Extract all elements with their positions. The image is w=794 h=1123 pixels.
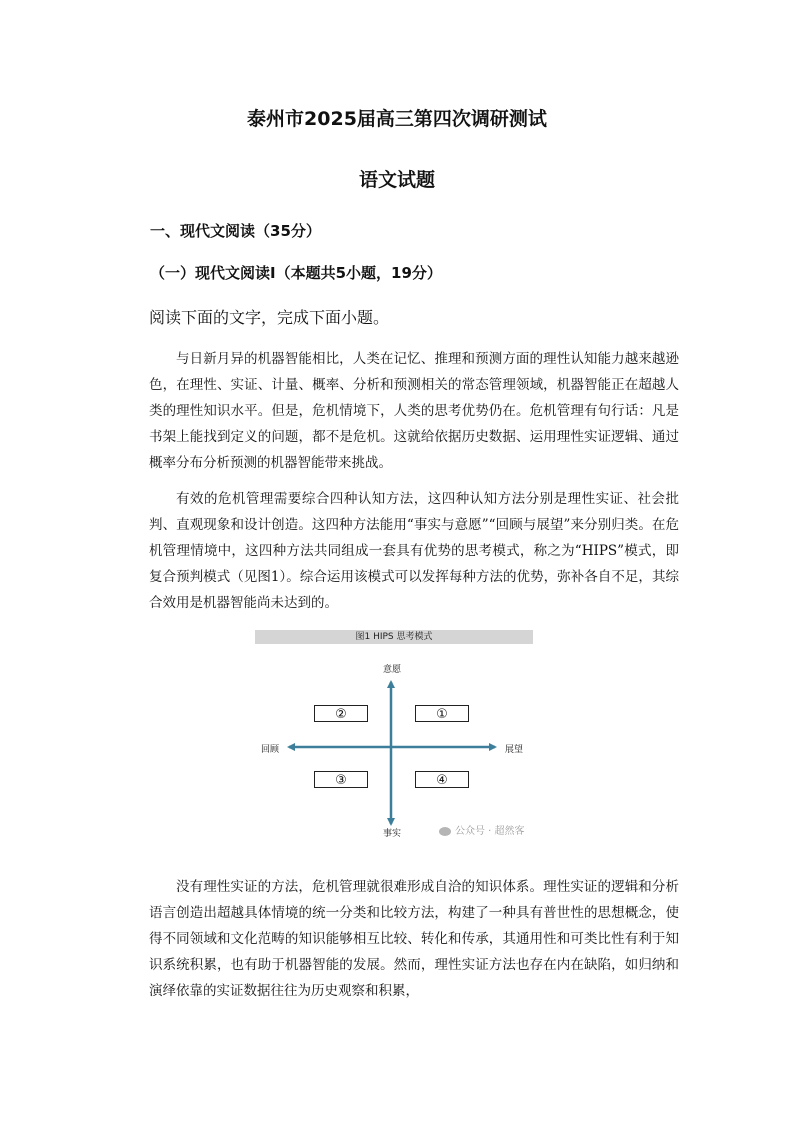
axis-label-right: 展望 bbox=[505, 745, 524, 755]
paragraph-3: 没有理性实证的方法，危机管理就很难形成自洽的知识体系。理性实证的逻辑和分析语言创造出超越具体情境的统一分类和比较方法，构建了一种具有普世性的思想概念，使得不同领域和文化范畴的知识能够相互比较、转化和传承，其通用性和可类比性有利于知识系统积累，也有助于机器智能的发展。然而，理性实证方法也存在内在缺陷，如归纳和演绎依靠的实证数据往往为历史观察和积累， bbox=[149, 879, 679, 999]
axis-label-top: 意愿 bbox=[383, 665, 402, 675]
quadrant-box-2: ② bbox=[314, 705, 368, 722]
quadrant-box-1: ① bbox=[415, 705, 469, 722]
quadrant-box-3: ③ bbox=[314, 771, 368, 788]
quadrant-box-4: ④ bbox=[415, 771, 469, 788]
section-heading: 一、现代文阅读（35分） bbox=[150, 222, 321, 240]
paragraph-2: 有效的危机管理需要综合四种认知方法，这四种认知方法分别是理性实证、社会批判、直观现象和设计创造。这四种方法能用“事实与意愿”“回顾与展望”来分别归类。在危机管理情境中，这四种方法共同组成一套具有优势的思考模式，称之为“HIPS”模式，即复合预判模式（见图1）。综合运用该模式可以发挥每种方法的优势，弥补各自不足，其综合效用是机器智能尚未达到的。 bbox=[149, 491, 679, 611]
wechat-icon bbox=[439, 827, 451, 836]
page-title: 泰州市2025届高三第四次调研测试 bbox=[247, 108, 547, 130]
page-subtitle: 语文试题 bbox=[358, 169, 435, 191]
hips-figure bbox=[255, 630, 533, 840]
axis-label-left: 回顾 bbox=[261, 745, 280, 755]
watermark-text: 公众号 · 超然客 bbox=[455, 826, 525, 837]
watermark bbox=[439, 822, 525, 837]
paragraph-1: 与日新月异的机器智能相比，人类在记忆、推理和预测方面的理性认知能力越来越逊色，在理性、实证、计量、概率、分析和预测相关的常态管理领域，机器智能正在超越人类的理性知识水平。但是，危机情境下，人类的思考优势仍在。危机管理有句行话：凡是书架上能找到定义的问题，都不是危机。这就给依据历史数据、运用理性实证逻辑、通过概率分布分析预测的机器智能带来挑战。 bbox=[149, 351, 679, 471]
figure-title: 图1 HIPS 思考模式 bbox=[255, 630, 533, 644]
section-subheading: （一）现代文阅读Ⅰ（本题共5小题，19分） bbox=[150, 264, 442, 282]
axis-label-bottom: 事实 bbox=[383, 829, 402, 839]
reading-instruction: 阅读下面的文字，完成下面小题。 bbox=[149, 308, 390, 327]
